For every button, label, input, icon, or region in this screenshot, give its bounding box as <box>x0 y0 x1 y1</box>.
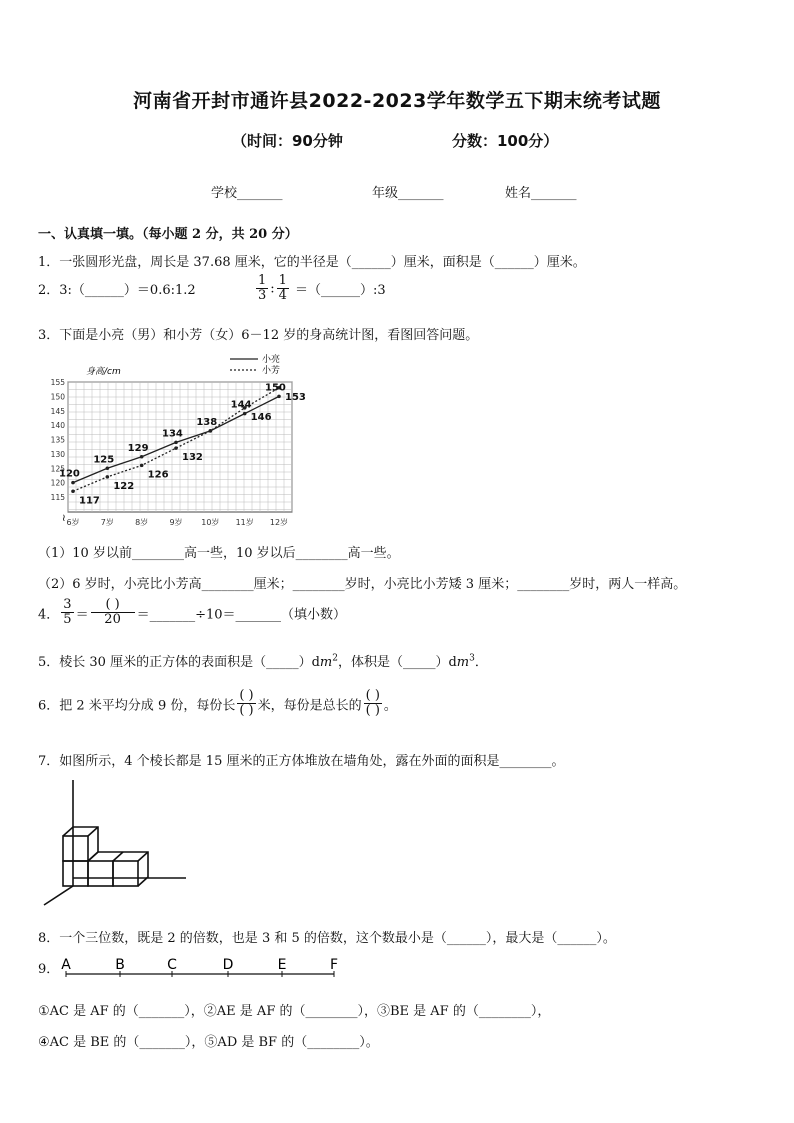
data-point <box>106 466 110 470</box>
cube-bottom-3 <box>113 861 138 886</box>
question-9-line-1: ①AC 是 AF 的（_______），②AE 是 AF 的（________），③BE 是 AF 的（________）， <box>38 1004 551 1019</box>
question-3-1: （1）10 岁以前________高一些，10 岁以后________高一些。 <box>38 546 400 561</box>
x-tick-label: 12岁 <box>269 518 289 527</box>
chart-legend <box>230 353 280 376</box>
fraction-numerator: ( ) <box>365 688 380 703</box>
data-label: 126 <box>147 469 169 481</box>
question-6-part-b: 米，每份是总长的 <box>257 698 362 714</box>
data-point <box>174 441 178 445</box>
x-tick-label: 6岁 <box>66 518 80 527</box>
ratio-colon: : <box>270 281 275 297</box>
fraction-denominator: 4 <box>278 288 287 304</box>
y-tick-label: 145 <box>50 406 65 416</box>
exam-score: 分数：100分） <box>452 132 559 150</box>
question-1: 1．一张圆形光盘，周长是 37.68 厘米，它的半径是（______）厘米，面积是（______）厘米。 <box>38 255 586 270</box>
fraction-denominator: 20 <box>104 612 121 628</box>
data-point <box>243 412 247 416</box>
x-tick-label: 8岁 <box>135 518 149 527</box>
question-5-part-a: 5．棱长 30 厘米的正方体的表面积是（_____）d <box>38 655 320 670</box>
question-8: 8．一个三位数，既是 2 的倍数，也是 3 和 5 的倍数，这个数最小是（______），最大是（______）。 <box>38 931 616 946</box>
x-tick-label: 7岁 <box>100 518 114 527</box>
wall-floor-edge <box>44 886 73 905</box>
fraction-three-fifths <box>61 598 73 628</box>
cube-bottom-2 <box>88 861 113 886</box>
segment-point-label: E <box>277 957 287 973</box>
data-point <box>106 475 110 479</box>
y-tick-label: 120 <box>50 478 65 488</box>
fraction-one-fourth <box>277 274 289 304</box>
y-tick-label: 155 <box>50 378 65 387</box>
question-2 <box>38 274 386 304</box>
segment-figure <box>58 952 358 980</box>
question-4-rest: ＝_______÷10＝_______（填小数） <box>136 607 347 623</box>
data-point <box>140 455 144 459</box>
question-4 <box>38 598 346 628</box>
data-point <box>174 446 178 450</box>
question-5-part-b: ，体积是（_____）d <box>337 655 457 670</box>
fraction-numerator: ( ) <box>239 688 254 703</box>
cube-bottom-1 <box>63 861 88 886</box>
legend-xiaofang: 小芳 <box>262 366 281 376</box>
unit-m: m <box>456 655 470 670</box>
data-label: 144 <box>230 399 252 411</box>
unit-m: m <box>319 655 333 670</box>
exam-time: （时间：90分钟 <box>232 132 343 150</box>
page-title: 河南省开封市通许县2022-2023学年数学五下期末统考试题 <box>133 90 661 112</box>
height-line-chart <box>40 352 310 530</box>
y-tick-label: 115 <box>50 493 65 502</box>
cube-corner-figure <box>40 778 200 908</box>
equals-sign: ＝ <box>75 607 89 623</box>
question-9-line-2: ④AC 是 BE 的（_______），⑤AD 是 BF 的（________）。 <box>38 1035 379 1050</box>
data-point <box>209 429 213 433</box>
data-label: 132 <box>182 452 203 464</box>
segment-point-label: F <box>329 957 339 973</box>
school-field: 学校_______ <box>211 186 283 201</box>
data-label: 117 <box>79 495 100 507</box>
cube-top <box>63 836 88 861</box>
fraction-blank-over-20 <box>91 598 135 628</box>
fraction-denominator: 5 <box>63 612 72 628</box>
fraction-blank-2 <box>364 689 382 719</box>
question-2-part-b: ＝（______）:3 <box>295 283 386 299</box>
y-tick-label: 135 <box>50 435 65 445</box>
data-point <box>71 481 75 485</box>
fraction-denominator: 3 <box>257 288 267 304</box>
fraction-blank-1 <box>237 689 255 719</box>
y-tick-label: 140 <box>50 421 65 431</box>
segment-point-label: A <box>61 957 71 973</box>
question-5 <box>38 651 488 670</box>
segment-point-label: D <box>222 957 234 973</box>
segment-point-label: B <box>115 957 125 973</box>
square-exponent: 2 <box>332 653 338 664</box>
x-tick-label: 11岁 <box>235 518 254 527</box>
data-label: 146 <box>250 411 272 423</box>
fraction-denominator: ( ) <box>239 703 254 719</box>
y-tick-label: 150 <box>50 392 65 402</box>
data-point <box>140 464 144 468</box>
section-heading: 一、认真填一填。（每小题 2 分，共 20 分） <box>38 227 298 242</box>
question-5-part-c: ． <box>474 655 488 670</box>
segment-point-label: C <box>167 957 177 973</box>
name-field: 姓名_______ <box>505 186 577 201</box>
question-4-number: 4． <box>38 607 60 623</box>
data-label: 125 <box>93 454 115 466</box>
question-2-part-a: 2．3:（______）＝0.6:1.2 <box>38 283 196 299</box>
question-6-part-c: 。 <box>383 698 397 714</box>
question-6 <box>38 689 397 719</box>
data-label: 153 <box>285 391 306 403</box>
y-tick-label: 130 <box>50 449 65 459</box>
question-6-part-a: 6．把 2 米平均分成 9 份，每份长 <box>38 698 236 714</box>
cube-exponent: 3 <box>469 653 475 664</box>
chart-grid <box>68 382 292 512</box>
data-label: 138 <box>196 416 218 428</box>
data-label: 129 <box>127 442 149 454</box>
data-label: 122 <box>113 480 135 492</box>
data-point <box>277 395 281 399</box>
data-point <box>71 489 75 493</box>
question-7: 7．如图所示，4 个棱长都是 15 厘米的正方体堆放在墙角处，露在外面的面积是________。 <box>38 754 565 769</box>
axis-break: ≀ <box>62 513 66 524</box>
question-9-number: 9． <box>38 962 60 977</box>
legend-xiaoliang: 小亮 <box>262 355 281 365</box>
fraction-numerator: ( ) <box>91 598 135 613</box>
question-3: 3．下面是小亮（男）和小芳（女）6－12 岁的身高统计图，看图回答问题。 <box>38 328 479 343</box>
data-label: 120 <box>59 468 80 480</box>
grade-field: 年级_______ <box>372 186 444 201</box>
x-tick-label: 9岁 <box>169 518 183 527</box>
fraction-numerator: 3 <box>63 597 72 612</box>
x-tick-label: 10岁 <box>201 518 220 527</box>
fraction-one-third <box>256 274 268 304</box>
fraction-denominator: ( ) <box>365 703 380 719</box>
fraction-numerator: 1 <box>278 273 287 288</box>
y-tick-label: 125 <box>50 464 65 474</box>
data-label: 134 <box>162 428 183 440</box>
data-label: 150 <box>265 382 286 394</box>
question-3-2: （2）6 岁时，小亮比小芳高________厘米；________岁时，小亮比小芳矮 3 厘米；________岁时，两人一样高。 <box>38 577 687 592</box>
y-axis-label: 身高/cm <box>86 367 121 377</box>
fraction-numerator: 1 <box>257 273 267 288</box>
